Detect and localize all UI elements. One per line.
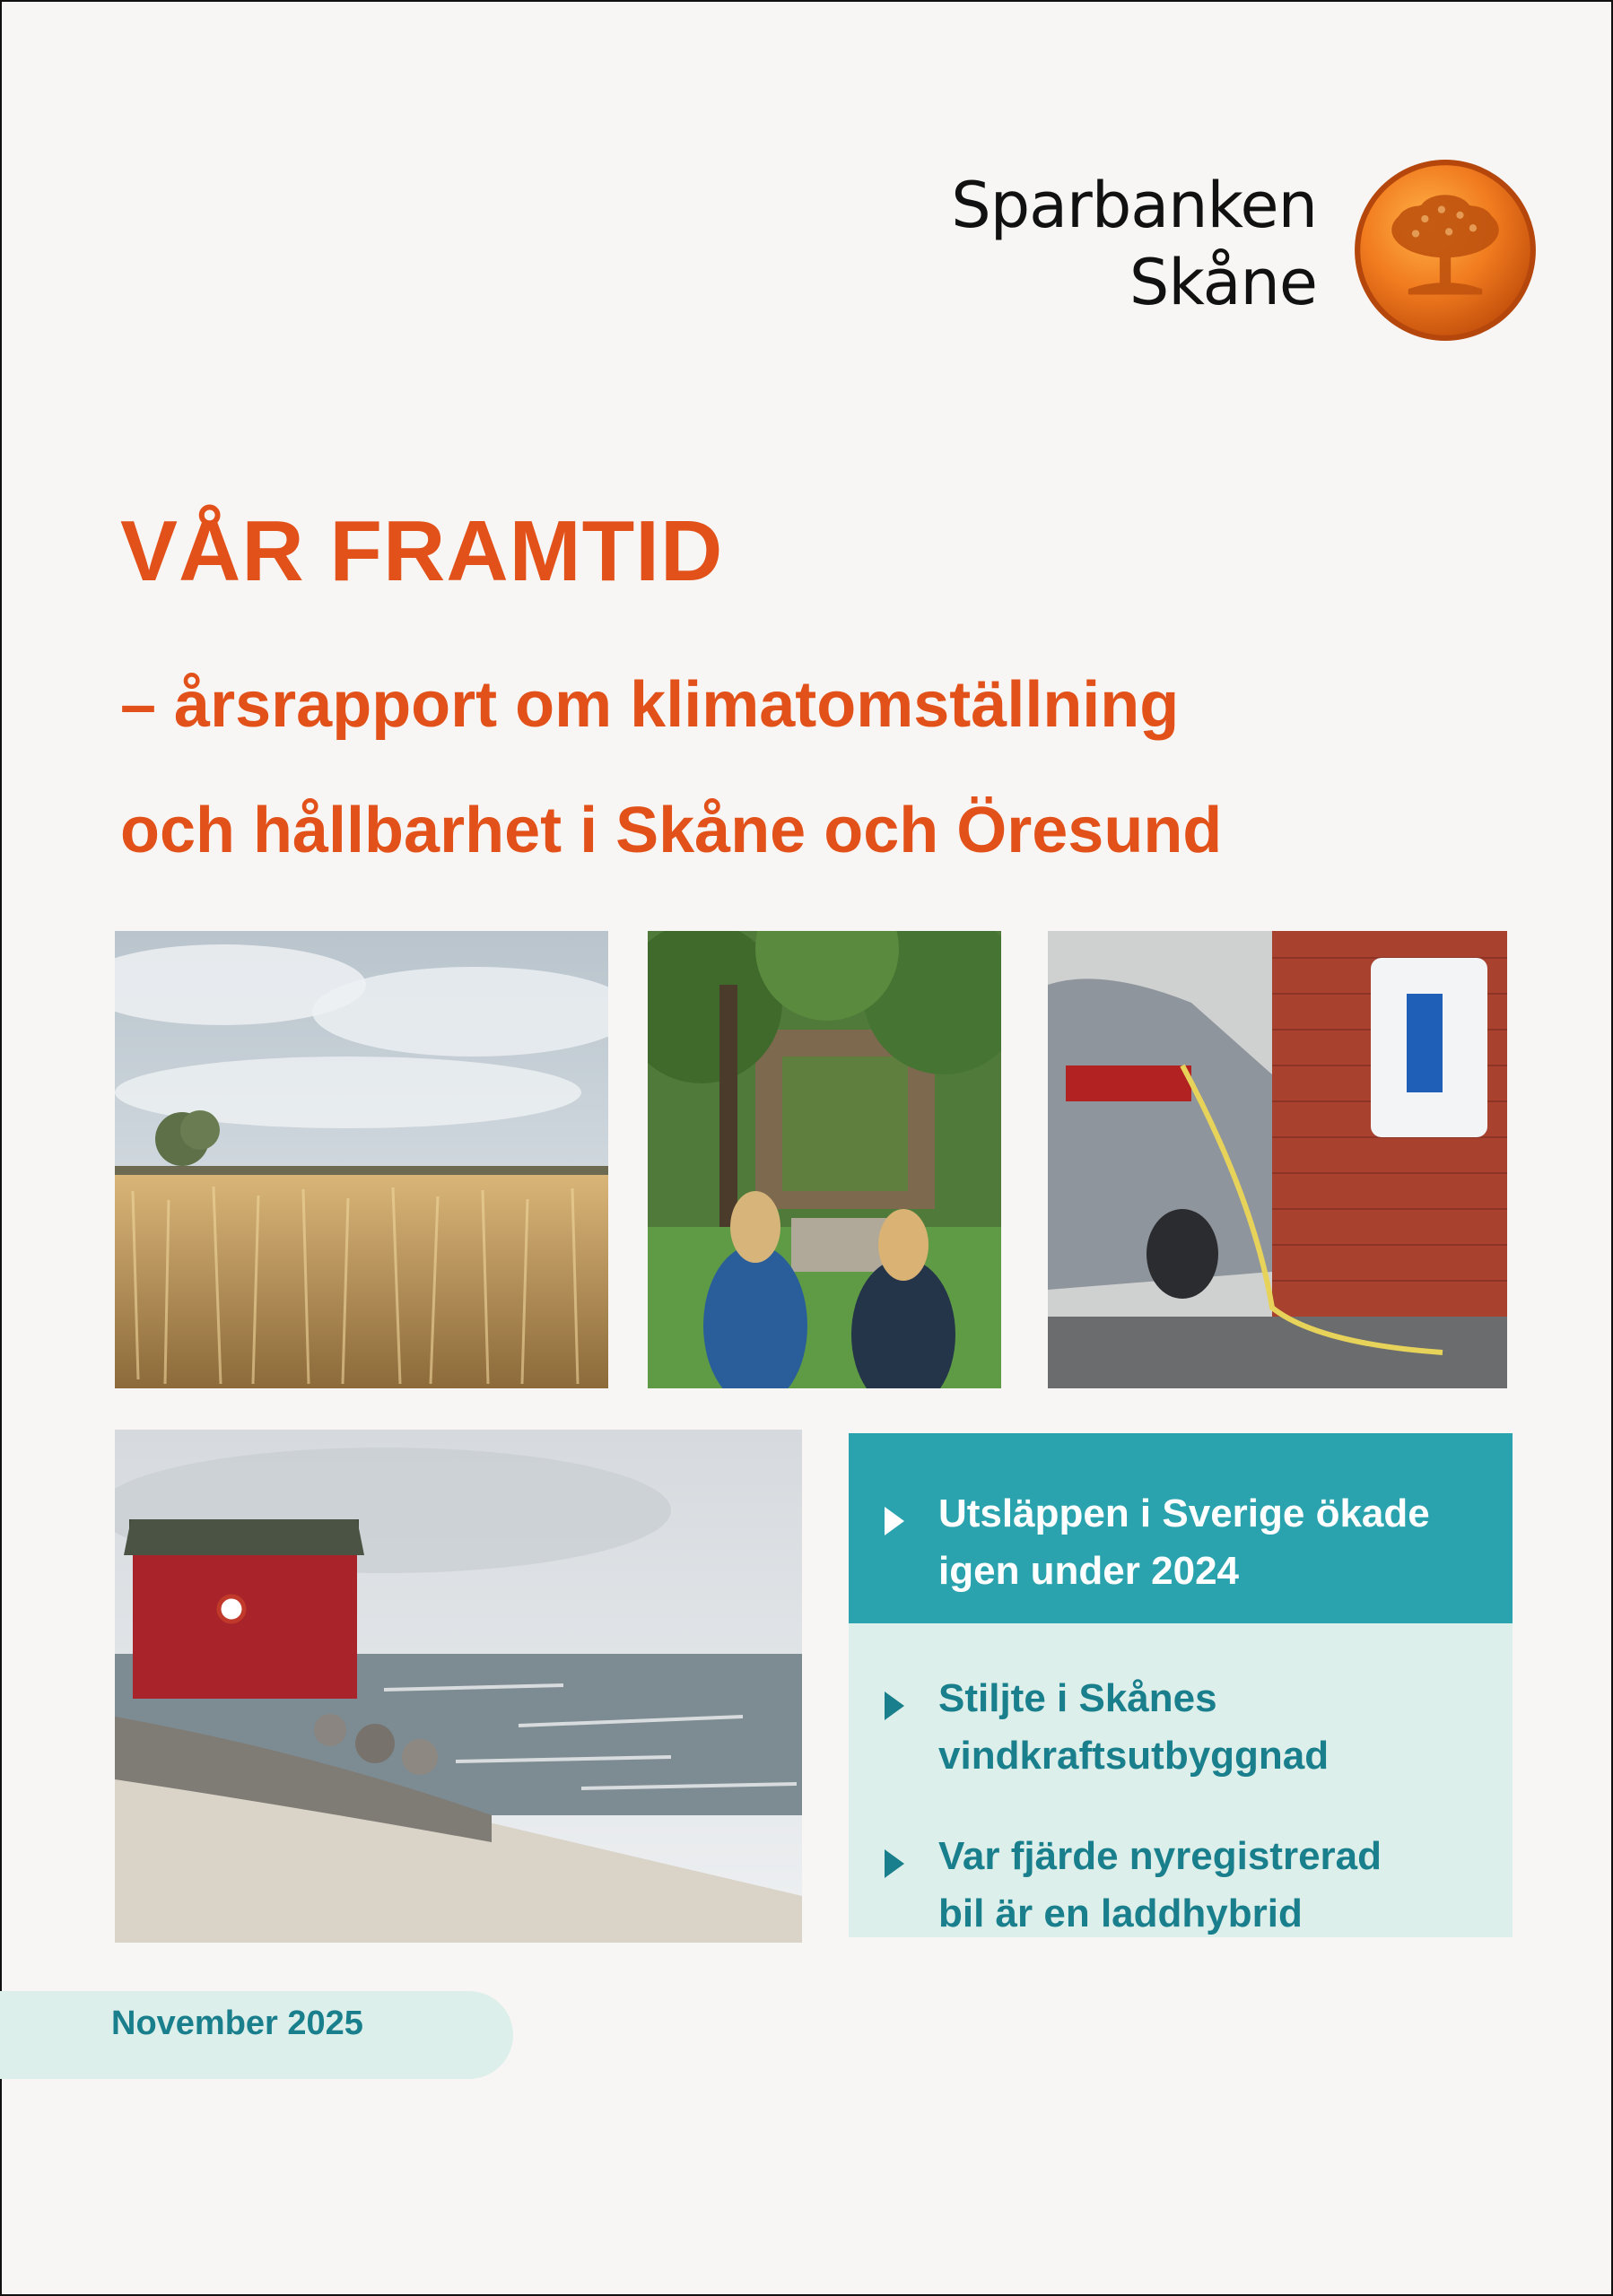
highlight-item-plugin-hybrid [938, 1828, 1486, 1943]
report-subtitle-line1: – årsrapport om klimatomställning [120, 669, 1180, 741]
highlight-wind-line2: vindkraftsutbyggnad [938, 1734, 1330, 1778]
brand-name-line2: Skåne [1129, 246, 1317, 319]
highlight-emissions-line1: Utsläppen i Sverige ökade [938, 1492, 1430, 1535]
brand-name [940, 167, 1317, 321]
electric-car-charging-photo [1048, 931, 1507, 1388]
highlight-primary [849, 1433, 1513, 1623]
highlight-item-emissions [938, 1485, 1486, 1600]
highlight-secondary [849, 1623, 1513, 1937]
highlight-hybrid-line2: bil är en laddhybrid [938, 1892, 1303, 1935]
report-title: VÅR FRAMTID [120, 503, 724, 599]
report-subtitle-line2: och hållbarhet i Skåne och Öresund [120, 795, 1223, 866]
coastal-boathouse-photo [115, 1430, 802, 1943]
students-walking-photo [648, 931, 1001, 1388]
oak-tree-seal-icon [1353, 158, 1538, 343]
highlight-item-wind-power [938, 1670, 1486, 1785]
report-subtitle [120, 642, 1556, 893]
highlight-wind-line1: Stiljte i Skånes [938, 1676, 1217, 1720]
highlight-emissions-line2: igen under 2024 [938, 1549, 1240, 1593]
highlight-hybrid-line1: Var fjärde nyregistrerad [938, 1834, 1382, 1878]
triangle-bullet-icon [885, 1507, 904, 1535]
key-highlights [849, 1433, 1513, 1937]
triangle-bullet-icon [885, 1849, 904, 1878]
brand-name-line1: Sparbanken [951, 169, 1317, 242]
triangle-bullet-icon [885, 1692, 904, 1720]
publication-date: November 2025 [111, 2005, 363, 2042]
wheat-field-photo [115, 931, 608, 1388]
